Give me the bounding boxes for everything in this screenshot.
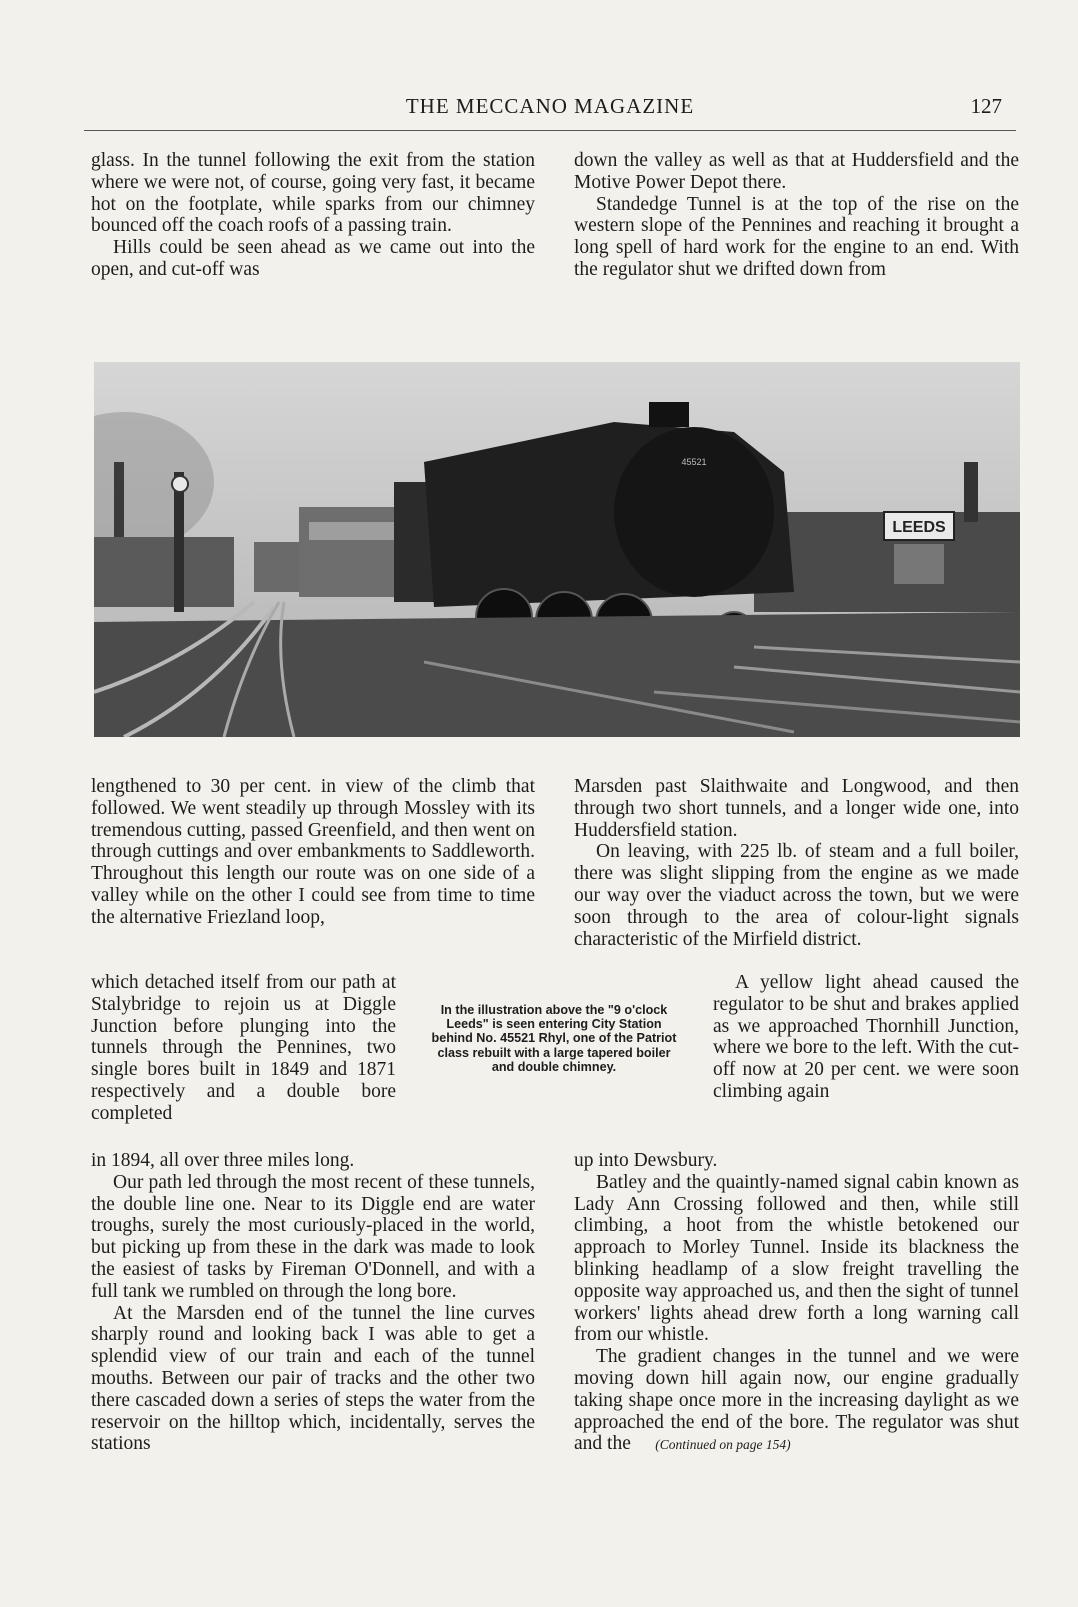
bottom-right-narrow [713,972,1019,1103]
paragraph [574,1346,1019,1456]
top-right-column [574,150,1019,281]
paragraph: lengthened to 30 per cent. in view of the climb that followed. We went steadily up through Mossley with its tremendous cutting, passed Greenfield, and then went on through cuttings and over embankments to Saddleworth. Throughout this length our route was on one side of a valley while on the other I could see from time to time the alternative Friezland loop, [91,776,535,928]
station-sign-text: LEEDS [892,519,946,536]
magazine-title: THE MECCANO MAGAZINE [405,94,695,118]
paragraph: Hills could be seen ahead as we came out into the open, and cut-off was [91,237,535,280]
bottom-right-column [574,776,1019,950]
page-header [84,94,1016,131]
paragraph: up into Dewsbury. [574,1150,718,1171]
bottom-left-lower [91,1150,535,1455]
paragraph: Standedge Tunnel is at the top of the rise on the western slope of the Pennines and reaching it brought a long spell of hard work for the engine to an end. With the regulator shut we drifted down from [574,193,1019,280]
paragraph: in 1894, all over three miles long. [91,1150,355,1171]
paragraph: down the valley as well as that at Huddersfield and the Motive Power Depot there. [574,150,1019,193]
bottom-left-narrow [91,972,396,1125]
paragraph: Batley and the quaintly-named signal cabin known as Lady Ann Crossing followed and then, while still climbing, a hoot from the whistle betokened our approach to Morley Tunnel. Inside its blackness the blinking headlamp of a slow freight travelling the opposite way approached us, and then the sight of tunnel workers' lights ahead drew forth a long warning call from our whistle. [574,1171,1019,1346]
paragraph: On leaving, with 225 lb. of steam and a full boiler, there was slight slipping from the engine as we made our way over the viaduct across the town, but we were soon through to the area of colour-light signals characteristic of the Mirfield district. [574,841,1019,950]
bottom-left-column [91,776,535,929]
smokebox-number: 45521 [681,457,707,467]
continued-note: (Continued on page 154) [655,1437,791,1453]
paragraph-text: The gradient changes in the tunnel and we were moving down hill again now, our engine gradually taking shape once more in the increasing daylight as we approached the end of the bore. The regulator was shut and the [574,1346,1019,1455]
page-number: 127 [970,94,1002,118]
paragraph: Our path led through the most recent of these tunnels, the double line one. Near to its Diggle end are water troughs, surely the most curiously-placed in the world, but picking up from these in the dark was made to look the easiest of tasks by Fireman O'Donnell, and with a full tank we rumbled on through the long bore. [91,1171,535,1302]
paragraph: A yellow light ahead caused the regulator to be shut and brakes applied as we approached Thornhill Junction, where we bore to the left. With the cut-off now at 20 per cent. we were soon climbing again [713,972,1019,1102]
bottom-right-lower [574,1150,1019,1456]
locomotive-photo [94,362,1020,737]
paragraph: At the Marsden end of the tunnel the line curves sharply round and looking back I was able to get a splendid view of our train and each of the tunnel mouths. Between our pair of tracks and the other two there cascaded down a series of steps the water from the reservoir on the hilltop which, incidentally, serves the stations [91,1302,535,1455]
paragraph: Marsden past Slaithwaite and Longwood, and then through two short tunnels, and a longer wide one, into Huddersfield station. [574,776,1019,841]
paragraph: glass. In the tunnel following the exit from the station where we were not, of course, going very fast, it became hot on the footplate, while sparks from our chimney bounced off the coach roofs of a passing train. [91,150,535,237]
top-left-column [91,150,535,281]
paragraph: which detached itself from our path at Stalybridge to rejoin us at Diggle Junction before plunging into the tunnels through the Pennines, two single bores built in 1849 and 1871 respectively and a double bore completed [91,972,396,1124]
photo-caption: In the illustration above the "9 o'clock Leeds" is seen entering City Station behind No. 45521 Rhyl, one of the Patriot class rebuilt with a large tapered boiler and double chimney. [431,1003,677,1074]
